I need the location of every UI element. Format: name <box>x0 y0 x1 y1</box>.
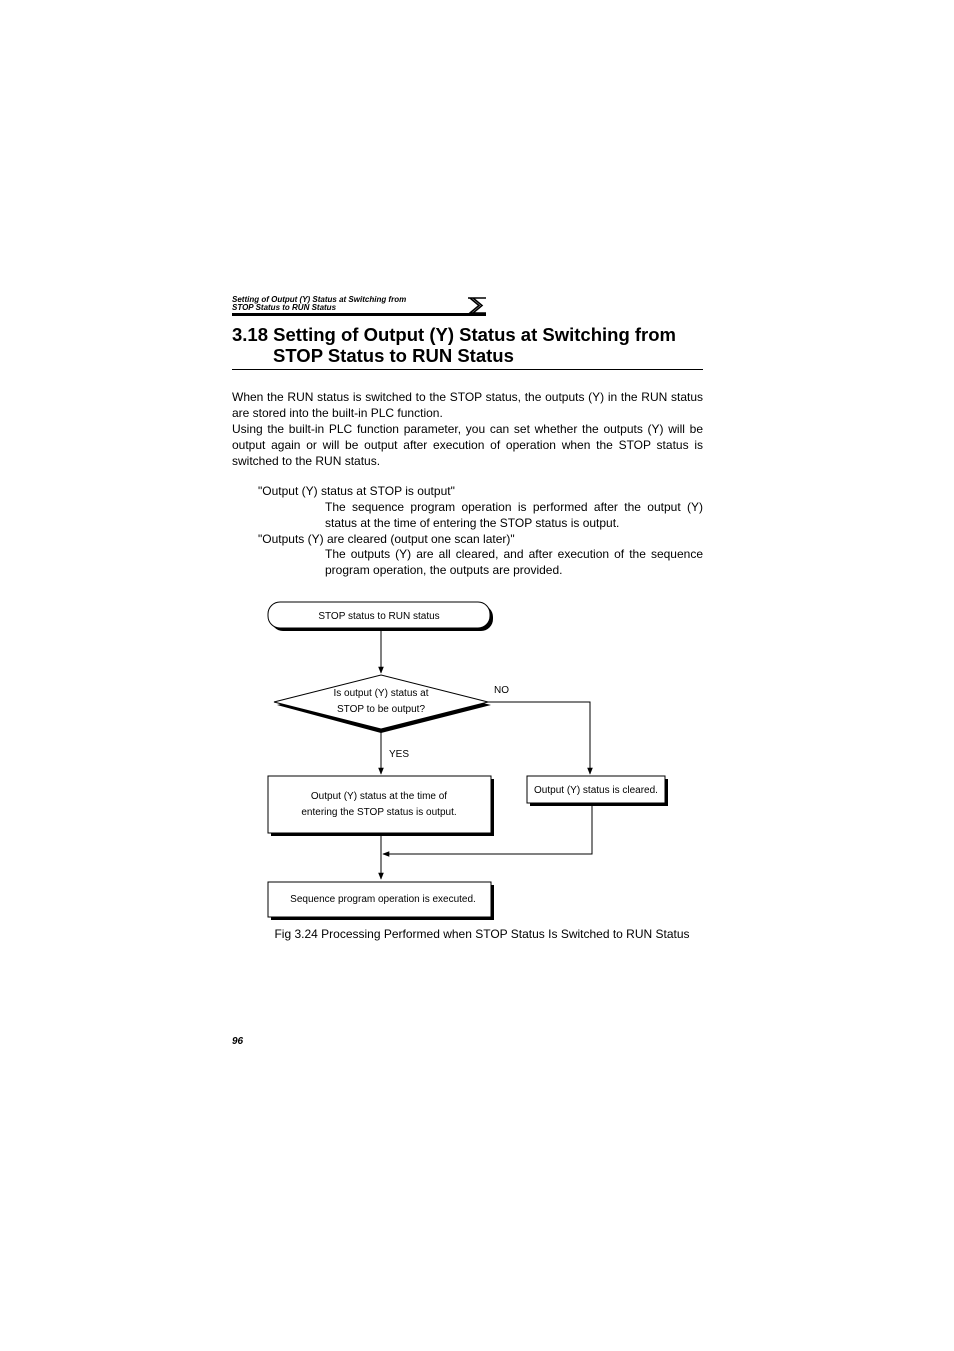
running-header-line1: Setting of Output (Y) Status at Switching from <box>232 295 407 304</box>
option-description-cleared: The outputs (Y) are all cleared, and after execution of the sequence program operation, the outputs are provided. <box>325 547 703 577</box>
no-label: NO <box>494 685 509 696</box>
option-label-output: "Output (Y) status at STOP is output" <box>258 484 455 498</box>
section-title-line2: STOP Status to RUN Status <box>273 345 514 366</box>
process-box-output <box>268 776 494 836</box>
decision-diamond <box>274 675 491 733</box>
decision-line1: Is output (Y) status at <box>333 688 429 699</box>
process-box-output-line1: Output (Y) status at the time of <box>310 791 448 802</box>
end-box <box>268 882 494 920</box>
option-description-output: The sequence program operation is performed after the output (Y) status at the time of entering the STOP status is output. <box>325 500 703 530</box>
yes-label: YES <box>389 749 410 760</box>
running-header-line2: STOP Status to RUN Status <box>232 303 337 312</box>
process-box-cleared <box>527 776 668 806</box>
decision-line2: STOP to be output? <box>336 704 426 715</box>
section-title-line1: 3.18 Setting of Output (Y) Status at Switching from <box>232 324 677 345</box>
body-paragraph-2: Using the built-in PLC function parameter, you can set whether the outputs (Y) will be output again or will be output after execution of operation when the STOP status is switched to the RUN status. <box>232 422 703 468</box>
figure-caption: Fig 3.24 Processing Performed when STOP Status Is Switched to RUN Status <box>274 927 690 941</box>
process-box-cleared-label: Output (Y) status is cleared. <box>534 785 658 796</box>
option-label-cleared: "Outputs (Y) are cleared (output one scan later)" <box>258 532 515 546</box>
arrow-no-branch <box>488 702 590 774</box>
start-terminal-label: STOP status to RUN status <box>318 611 440 622</box>
body-paragraph-1: When the RUN status is switched to the STOP status, the outputs (Y) in the RUN status are stored into the built-in PLC function. <box>232 390 703 420</box>
process-box-output-line2: entering the STOP status is output. <box>301 807 457 818</box>
start-terminal <box>268 602 493 631</box>
end-box-label: Sequence program operation is executed. <box>290 894 476 905</box>
page-number: 96 <box>232 1036 244 1047</box>
